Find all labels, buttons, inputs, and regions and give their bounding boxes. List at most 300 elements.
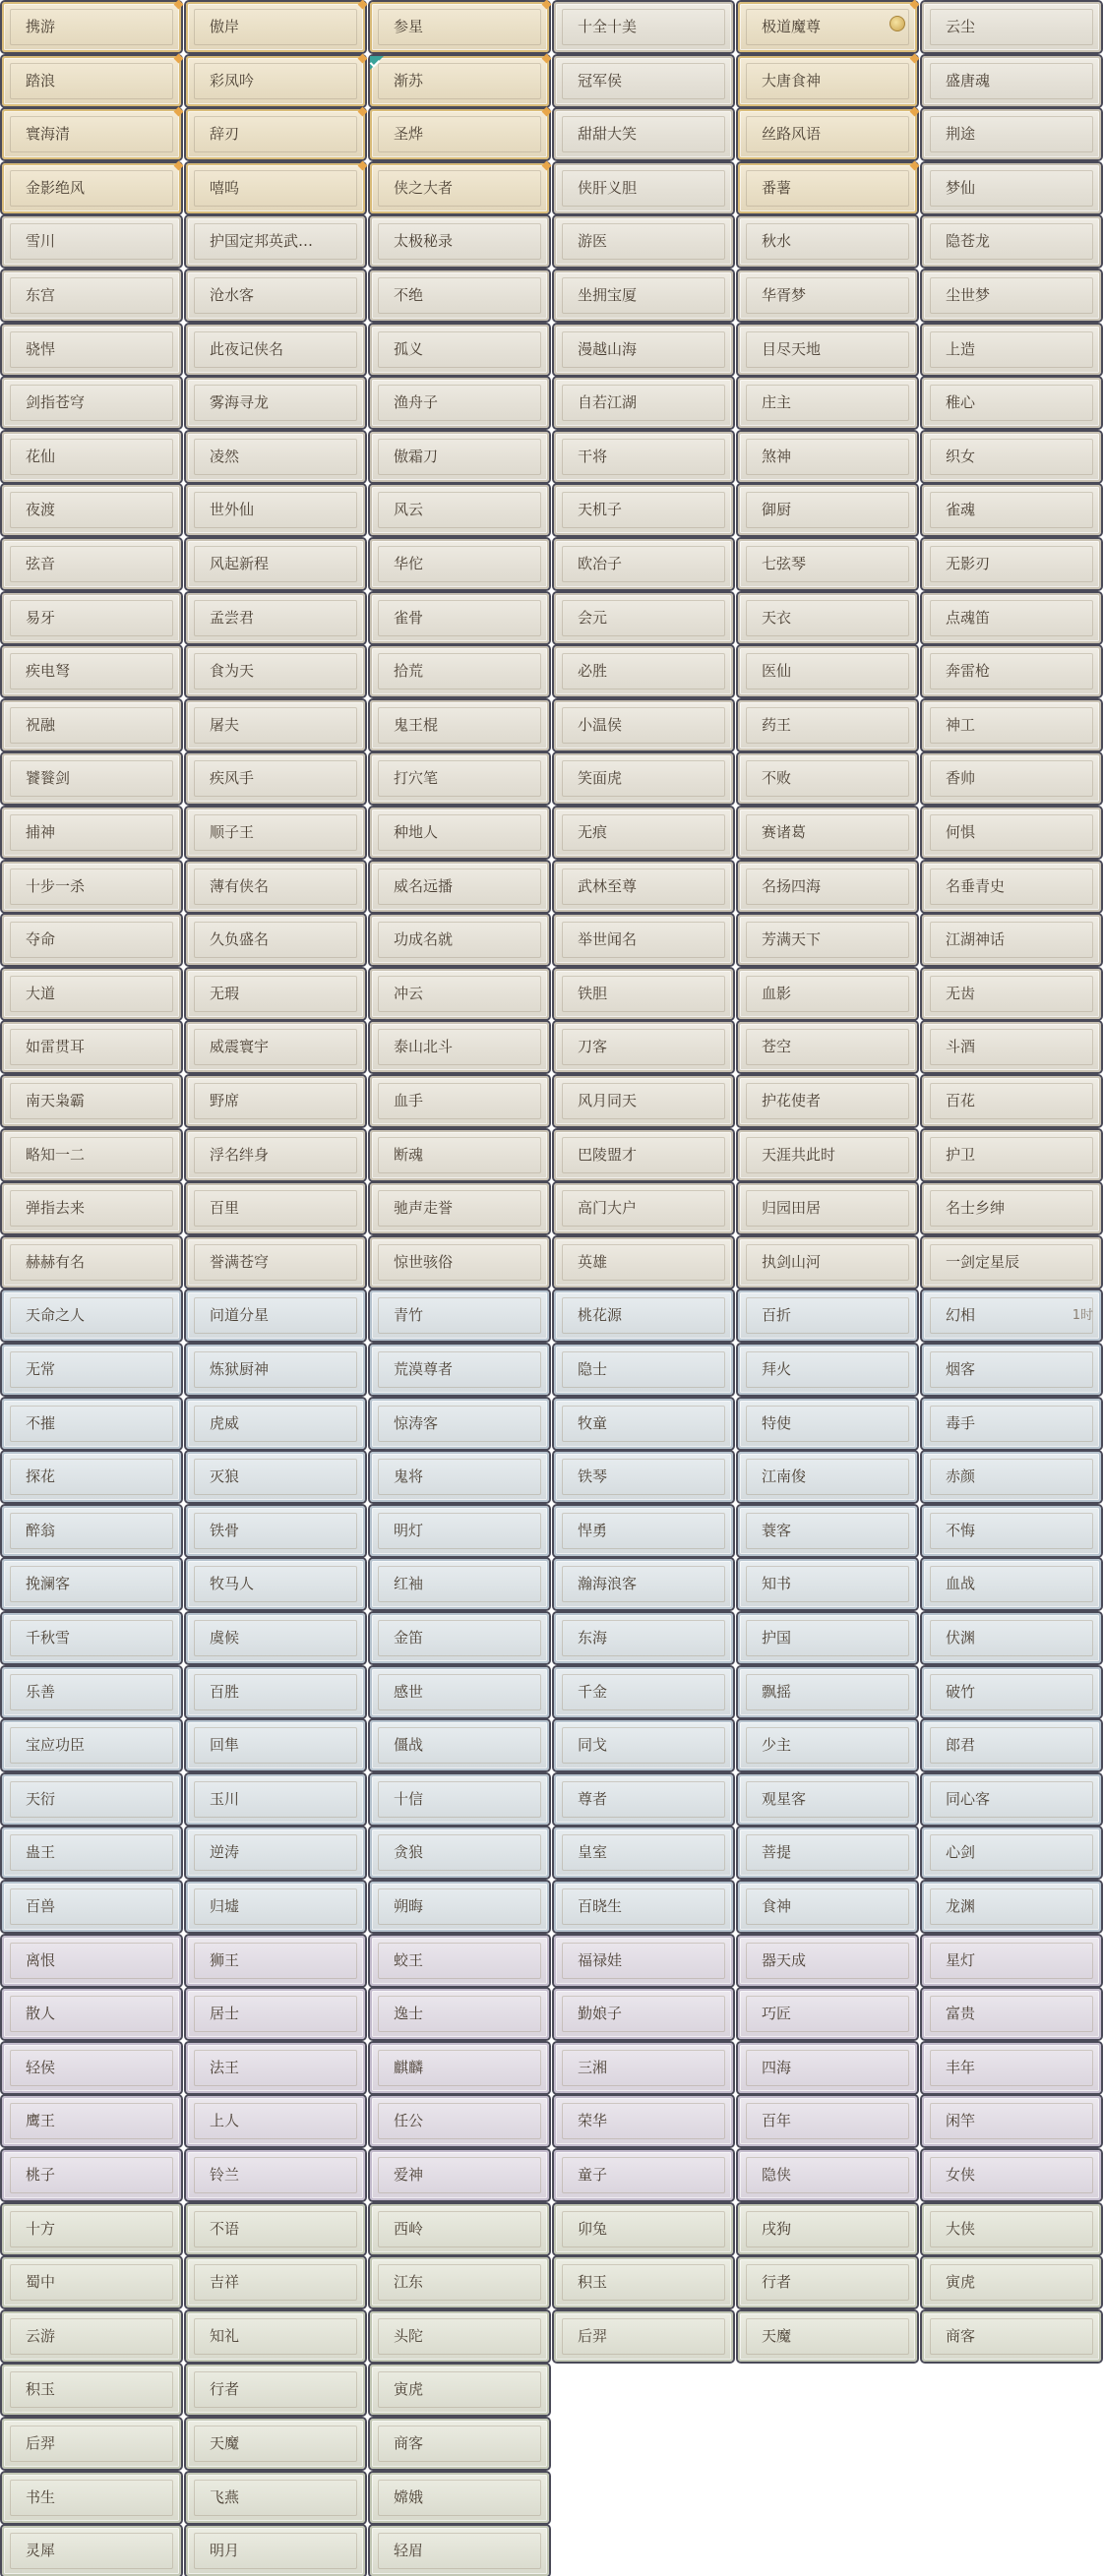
- title-card[interactable]: [922, 808, 1101, 858]
- title-card[interactable]: [922, 432, 1101, 482]
- title-card[interactable]: [738, 1559, 917, 1609]
- title-name: 僵战: [394, 1736, 424, 1754]
- title-card[interactable]: [922, 1076, 1101, 1126]
- title-card[interactable]: [2, 1183, 181, 1233]
- title-card[interactable]: [186, 216, 365, 267]
- title-card[interactable]: [554, 1936, 733, 1986]
- title-card[interactable]: [370, 1076, 549, 1126]
- title-card[interactable]: [738, 432, 917, 482]
- title-card[interactable]: [370, 2, 549, 52]
- title-card[interactable]: [738, 1882, 917, 1932]
- title-card[interactable]: [2, 862, 181, 912]
- title-card[interactable]: [738, 2204, 917, 2254]
- title-card[interactable]: [2, 700, 181, 750]
- title-card[interactable]: [738, 1022, 917, 1072]
- title-card[interactable]: [738, 2, 917, 52]
- title-card[interactable]: [2, 1774, 181, 1825]
- title-card[interactable]: [922, 1882, 1101, 1932]
- title-card[interactable]: [738, 1667, 917, 1717]
- title-card[interactable]: [370, 109, 549, 159]
- title-card[interactable]: [370, 2473, 549, 2523]
- title-card[interactable]: [2, 1559, 181, 1609]
- title-name: 甜甜大笑: [578, 125, 638, 143]
- title-card[interactable]: [922, 862, 1101, 912]
- title-card[interactable]: [738, 1290, 917, 1341]
- title-card[interactable]: [186, 593, 365, 643]
- title-card[interactable]: [554, 1183, 733, 1233]
- title-card[interactable]: [2, 1882, 181, 1932]
- title-card[interactable]: [554, 1613, 733, 1663]
- title-card[interactable]: [738, 753, 917, 804]
- title-card[interactable]: [370, 1720, 549, 1770]
- title-card[interactable]: [186, 700, 365, 750]
- title-card[interactable]: [738, 2096, 917, 2146]
- title-name: 七弦琴: [762, 555, 807, 572]
- title-card[interactable]: [738, 1345, 917, 1395]
- title-card[interactable]: [922, 2257, 1101, 2307]
- title-card[interactable]: [186, 270, 365, 321]
- title-card[interactable]: [554, 1452, 733, 1502]
- title-name: 凌然: [210, 448, 240, 465]
- title-card[interactable]: [738, 2150, 917, 2200]
- title-card[interactable]: [370, 432, 549, 482]
- title-card[interactable]: [370, 1667, 549, 1717]
- title-name: 会元: [578, 609, 608, 627]
- title-card[interactable]: [554, 1667, 733, 1717]
- title-card[interactable]: [738, 216, 917, 267]
- title-name: 富贵: [946, 2005, 976, 2022]
- title-card[interactable]: [922, 1559, 1101, 1609]
- title-card[interactable]: [922, 325, 1101, 375]
- title-card[interactable]: [186, 2, 365, 52]
- title-card[interactable]: [554, 1237, 733, 1288]
- title-card[interactable]: [370, 1183, 549, 1233]
- title-card[interactable]: [370, 646, 549, 696]
- title-card[interactable]: [738, 593, 917, 643]
- title-card[interactable]: [186, 1022, 365, 1072]
- title-card[interactable]: [922, 216, 1101, 267]
- title-card[interactable]: [922, 539, 1101, 589]
- title-card[interactable]: [186, 969, 365, 1019]
- title-card[interactable]: [738, 1076, 917, 1126]
- title-card[interactable]: [370, 1613, 549, 1663]
- title-card[interactable]: [370, 2043, 549, 2093]
- title-card[interactable]: [370, 2257, 549, 2307]
- title-card[interactable]: [2, 2043, 181, 2093]
- title-card[interactable]: [554, 1882, 733, 1932]
- title-card[interactable]: [922, 646, 1101, 696]
- title-card[interactable]: [370, 862, 549, 912]
- title-card[interactable]: [922, 56, 1101, 106]
- title-card[interactable]: [2, 1076, 181, 1126]
- title-card[interactable]: [738, 808, 917, 858]
- title-card[interactable]: [186, 2311, 365, 2362]
- title-card[interactable]: [922, 485, 1101, 535]
- title-card[interactable]: [2, 325, 181, 375]
- title-card[interactable]: [738, 700, 917, 750]
- title-card[interactable]: [186, 2257, 365, 2307]
- title-card[interactable]: [922, 593, 1101, 643]
- title-card[interactable]: [554, 1076, 733, 1126]
- title-card[interactable]: [186, 1989, 365, 2039]
- title-card[interactable]: [554, 1720, 733, 1770]
- title-card[interactable]: [922, 915, 1101, 965]
- title-card[interactable]: [2, 753, 181, 804]
- title-card[interactable]: [922, 2096, 1101, 2146]
- title-card[interactable]: [554, 2096, 733, 2146]
- title-card[interactable]: [186, 56, 365, 106]
- title-card[interactable]: [922, 1720, 1101, 1770]
- title-card[interactable]: [738, 378, 917, 428]
- title-card[interactable]: [738, 915, 917, 965]
- title-card[interactable]: [2, 646, 181, 696]
- title-card[interactable]: [738, 1130, 917, 1180]
- title-card[interactable]: [2, 915, 181, 965]
- title-card[interactable]: [2, 1237, 181, 1288]
- title-card[interactable]: [186, 2096, 365, 2146]
- title-card[interactable]: [370, 1452, 549, 1502]
- title-card[interactable]: [186, 1774, 365, 1825]
- title-card[interactable]: [186, 1936, 365, 1986]
- title-card[interactable]: [554, 862, 733, 912]
- title-card[interactable]: [370, 1506, 549, 1556]
- title-card[interactable]: [186, 1076, 365, 1126]
- title-card[interactable]: [2, 270, 181, 321]
- title-card[interactable]: [186, 1452, 365, 1502]
- title-card[interactable]: [922, 1452, 1101, 1502]
- title-card[interactable]: [922, 1399, 1101, 1449]
- title-card[interactable]: [2, 2150, 181, 2200]
- title-card[interactable]: [186, 2150, 365, 2200]
- title-card[interactable]: [922, 1345, 1101, 1395]
- title-card[interactable]: [922, 378, 1101, 428]
- title-card[interactable]: [2, 1989, 181, 2039]
- title-card[interactable]: [370, 1290, 549, 1341]
- title-card[interactable]: [922, 1183, 1101, 1233]
- title-card[interactable]: [554, 539, 733, 589]
- title-name: 商客: [394, 2434, 424, 2452]
- title-card[interactable]: [738, 1506, 917, 1556]
- title-card[interactable]: [186, 1559, 365, 1609]
- title-card[interactable]: [738, 1237, 917, 1288]
- title-card[interactable]: [738, 1936, 917, 1986]
- title-card[interactable]: [2, 1452, 181, 1502]
- title-card[interactable]: [738, 539, 917, 589]
- title-card[interactable]: [370, 270, 549, 321]
- title-card[interactable]: [922, 163, 1101, 213]
- title-card[interactable]: [554, 2, 733, 52]
- title-card[interactable]: [186, 378, 365, 428]
- title-card[interactable]: [370, 753, 549, 804]
- title-card[interactable]: [186, 2526, 365, 2576]
- title-card[interactable]: [738, 1399, 917, 1449]
- title-card[interactable]: [554, 593, 733, 643]
- title-card[interactable]: [2, 1290, 181, 1341]
- title-card[interactable]: [554, 2043, 733, 2093]
- title-card[interactable]: [370, 2365, 549, 2415]
- title-card[interactable]: [186, 646, 365, 696]
- title-card[interactable]: [2, 2, 181, 52]
- title-card[interactable]: [2, 1827, 181, 1878]
- title-card[interactable]: [554, 1559, 733, 1609]
- title-card[interactable]: [186, 2043, 365, 2093]
- title-card[interactable]: [554, 432, 733, 482]
- title-card[interactable]: [186, 432, 365, 482]
- title-card[interactable]: [186, 2419, 365, 2469]
- title-card[interactable]: [186, 1399, 365, 1449]
- title-card[interactable]: [922, 1774, 1101, 1825]
- title-card[interactable]: [2, 1399, 181, 1449]
- title-card[interactable]: [370, 216, 549, 267]
- title-card[interactable]: [186, 808, 365, 858]
- title-card[interactable]: [922, 2, 1101, 52]
- title-card[interactable]: [738, 969, 917, 1019]
- title-name: 行者: [762, 2273, 792, 2291]
- title-card[interactable]: [554, 1022, 733, 1072]
- title-card[interactable]: [2, 2096, 181, 2146]
- title-card[interactable]: [2, 56, 181, 106]
- title-card[interactable]: [922, 2204, 1101, 2254]
- title-name: 侠肝义胆: [578, 179, 638, 197]
- title-card[interactable]: [370, 915, 549, 965]
- title-card[interactable]: [554, 270, 733, 321]
- title-card[interactable]: [370, 700, 549, 750]
- title-card[interactable]: [738, 2043, 917, 2093]
- title-card[interactable]: [2, 1720, 181, 1770]
- title-card[interactable]: [370, 1237, 549, 1288]
- title-card[interactable]: [186, 753, 365, 804]
- title-card[interactable]: [370, 163, 549, 213]
- title-card[interactable]: [186, 325, 365, 375]
- title-card[interactable]: [2, 969, 181, 1019]
- title-card[interactable]: [186, 109, 365, 159]
- title-card[interactable]: [186, 1720, 365, 1770]
- title-card[interactable]: [2, 1345, 181, 1395]
- title-card[interactable]: [370, 56, 549, 106]
- title-card[interactable]: [370, 378, 549, 428]
- title-card[interactable]: [2, 2419, 181, 2469]
- title-card[interactable]: [554, 1130, 733, 1180]
- title-card[interactable]: [2, 216, 181, 267]
- title-card[interactable]: [2, 432, 181, 482]
- title-card[interactable]: [554, 1774, 733, 1825]
- title-card[interactable]: [2, 485, 181, 535]
- title-card[interactable]: [186, 1183, 365, 1233]
- title-card[interactable]: [2, 1022, 181, 1072]
- title-card[interactable]: [370, 2311, 549, 2362]
- title-card[interactable]: [922, 109, 1101, 159]
- title-card[interactable]: [2, 2365, 181, 2415]
- title-card[interactable]: [186, 1827, 365, 1878]
- title-card[interactable]: [2, 593, 181, 643]
- title-card[interactable]: [922, 969, 1101, 1019]
- title-card[interactable]: [370, 1559, 549, 1609]
- title-card[interactable]: [554, 325, 733, 375]
- title-card[interactable]: [738, 2257, 917, 2307]
- title-card[interactable]: [2, 2204, 181, 2254]
- title-card[interactable]: [186, 163, 365, 213]
- title-card[interactable]: [554, 753, 733, 804]
- title-name: 积玉: [578, 2273, 608, 2291]
- title-card[interactable]: [738, 646, 917, 696]
- title-card[interactable]: [554, 56, 733, 106]
- title-card[interactable]: [554, 2150, 733, 2200]
- title-card[interactable]: [370, 539, 549, 589]
- title-card[interactable]: [370, 808, 549, 858]
- title-name: 护花使者: [762, 1092, 822, 1109]
- title-card[interactable]: [554, 915, 733, 965]
- title-card[interactable]: [554, 969, 733, 1019]
- title-card[interactable]: [2, 1613, 181, 1663]
- title-card[interactable]: [370, 1345, 549, 1395]
- title-name: 巧匠: [762, 2005, 792, 2022]
- title-card[interactable]: [186, 2204, 365, 2254]
- title-card[interactable]: [922, 700, 1101, 750]
- title-card[interactable]: [738, 1827, 917, 1878]
- title-card[interactable]: [2, 2473, 181, 2523]
- title-card[interactable]: [186, 1345, 365, 1395]
- title-name: 百年: [762, 2112, 792, 2129]
- title-card[interactable]: [186, 1237, 365, 1288]
- title-card[interactable]: [922, 1613, 1101, 1663]
- title-name: 织女: [946, 448, 976, 465]
- title-card[interactable]: [2, 109, 181, 159]
- title-card[interactable]: [922, 2150, 1101, 2200]
- title-card[interactable]: [922, 753, 1101, 804]
- title-name: 弹指去来: [26, 1199, 86, 1217]
- title-card[interactable]: [738, 325, 917, 375]
- title-card[interactable]: [922, 1667, 1101, 1717]
- title-name: 十步一杀: [26, 877, 86, 895]
- title-card[interactable]: [2, 1667, 181, 1717]
- title-card[interactable]: [2, 378, 181, 428]
- title-card[interactable]: [2, 163, 181, 213]
- title-card[interactable]: [922, 1936, 1101, 1986]
- title-card[interactable]: [738, 1774, 917, 1825]
- title-card[interactable]: [370, 969, 549, 1019]
- title-card[interactable]: [370, 325, 549, 375]
- title-card[interactable]: [370, 593, 549, 643]
- title-name: 举世闻名: [578, 930, 638, 948]
- title-card[interactable]: [554, 1989, 733, 2039]
- title-card[interactable]: [554, 1827, 733, 1878]
- title-card[interactable]: [370, 1399, 549, 1449]
- title-card[interactable]: [370, 1130, 549, 1180]
- title-card[interactable]: [2, 539, 181, 589]
- title-card[interactable]: [554, 1345, 733, 1395]
- title-name: 屠夫: [210, 716, 240, 734]
- title-name: 疾风手: [210, 769, 255, 787]
- title-card[interactable]: [370, 2526, 549, 2576]
- title-card[interactable]: [186, 539, 365, 589]
- title-card[interactable]: [370, 2204, 549, 2254]
- title-card[interactable]: [370, 1774, 549, 1825]
- title-name: 头陀: [394, 2327, 424, 2345]
- title-card[interactable]: [554, 216, 733, 267]
- title-card[interactable]: [186, 485, 365, 535]
- title-card[interactable]: [2, 2257, 181, 2307]
- title-card[interactable]: [922, 1022, 1101, 1072]
- title-card[interactable]: [186, 1506, 365, 1556]
- title-card[interactable]: [370, 2096, 549, 2146]
- title-card[interactable]: [554, 1506, 733, 1556]
- title-name: 桃花源: [578, 1306, 623, 1324]
- title-card[interactable]: [554, 2311, 733, 2362]
- title-card[interactable]: [738, 1452, 917, 1502]
- title-card[interactable]: [554, 163, 733, 213]
- title-card[interactable]: [370, 1022, 549, 1072]
- title-card[interactable]: [922, 1290, 1101, 1341]
- title-card[interactable]: [370, 1989, 549, 2039]
- title-card[interactable]: [554, 1290, 733, 1341]
- title-card[interactable]: [370, 485, 549, 535]
- title-card[interactable]: [554, 646, 733, 696]
- title-card[interactable]: [554, 109, 733, 159]
- title-card[interactable]: [186, 862, 365, 912]
- title-card[interactable]: [554, 1399, 733, 1449]
- title-card[interactable]: [186, 1882, 365, 1932]
- title-card[interactable]: [370, 2150, 549, 2200]
- title-card[interactable]: [186, 2365, 365, 2415]
- title-card[interactable]: [2, 808, 181, 858]
- title-card[interactable]: [370, 1827, 549, 1878]
- title-card[interactable]: [922, 2043, 1101, 2093]
- title-card[interactable]: [738, 1989, 917, 2039]
- title-card[interactable]: [186, 2473, 365, 2523]
- title-card[interactable]: [738, 1720, 917, 1770]
- title-card[interactable]: [186, 1613, 365, 1663]
- title-card[interactable]: [922, 2311, 1101, 2362]
- title-card[interactable]: [922, 1130, 1101, 1180]
- title-name: 百折: [762, 1306, 792, 1324]
- title-card[interactable]: [2, 1130, 181, 1180]
- title-card[interactable]: [186, 1667, 365, 1717]
- title-card[interactable]: [554, 808, 733, 858]
- title-card[interactable]: [554, 378, 733, 428]
- title-card[interactable]: [738, 862, 917, 912]
- title-card[interactable]: [738, 56, 917, 106]
- title-card[interactable]: [554, 700, 733, 750]
- title-card[interactable]: [922, 1506, 1101, 1556]
- title-card[interactable]: [922, 1989, 1101, 2039]
- title-name: 天涯共此时: [762, 1146, 836, 1164]
- title-card[interactable]: [738, 2311, 917, 2362]
- title-card[interactable]: [738, 270, 917, 321]
- title-card[interactable]: [186, 1130, 365, 1180]
- title-card[interactable]: [2, 1506, 181, 1556]
- title-card[interactable]: [922, 270, 1101, 321]
- title-card[interactable]: [738, 485, 917, 535]
- title-card[interactable]: [554, 485, 733, 535]
- title-card[interactable]: [186, 915, 365, 965]
- title-card[interactable]: [370, 2419, 549, 2469]
- title-card[interactable]: [738, 163, 917, 213]
- title-card[interactable]: [738, 1183, 917, 1233]
- title-card[interactable]: [738, 109, 917, 159]
- title-card[interactable]: [738, 1613, 917, 1663]
- title-card[interactable]: [554, 2204, 733, 2254]
- title-card[interactable]: [922, 1237, 1101, 1288]
- title-card[interactable]: [2, 1936, 181, 1986]
- title-card[interactable]: [554, 2257, 733, 2307]
- title-card[interactable]: [370, 1882, 549, 1932]
- title-card[interactable]: [922, 1827, 1101, 1878]
- title-card[interactable]: [370, 1936, 549, 1986]
- title-card[interactable]: [2, 2526, 181, 2576]
- title-card[interactable]: [2, 2311, 181, 2362]
- title-name: 自若江湖: [578, 393, 638, 411]
- title-card[interactable]: [186, 1290, 365, 1341]
